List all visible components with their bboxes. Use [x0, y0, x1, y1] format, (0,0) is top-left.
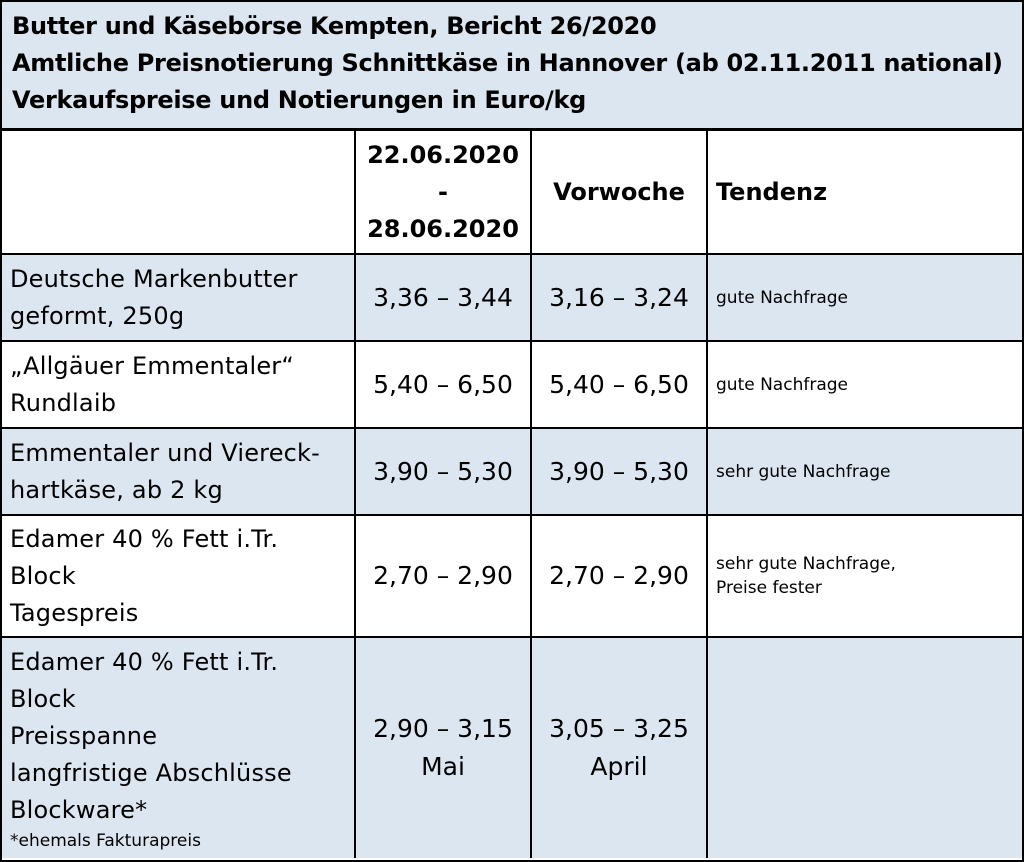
previous-price-range: 3,05 – 3,25	[549, 714, 689, 743]
table-row	[2, 428, 1022, 515]
product-line: Preisspanne	[10, 721, 158, 750]
product-cell	[2, 428, 355, 515]
price-table	[2, 131, 1022, 858]
product-line: Edamer 40 % Fett i.Tr.	[10, 524, 279, 553]
current-price-cell: 2,70 – 2,90	[355, 515, 531, 637]
current-price-cell: 3,90 – 5,30	[355, 428, 531, 515]
product-line: Blockware*	[10, 795, 148, 824]
previous-price-month: April	[590, 752, 648, 781]
product-line: Deutsche Markenbutter	[10, 264, 298, 293]
table-row	[2, 254, 1022, 341]
trend-cell	[707, 515, 1022, 637]
trend-cell	[707, 637, 1022, 858]
current-week-end-date: 28.06.2020	[367, 214, 519, 243]
product-line: langfristige Abschlüsse	[10, 758, 292, 787]
report-subtitle: Amtliche Preisnotierung Schnittkäse in Hannover (ab 02.11.2011 national)	[12, 49, 1003, 77]
column-header-previous-week: Vorwoche	[531, 131, 707, 254]
product-cell	[2, 254, 355, 341]
previous-price-cell: 3,90 – 5,30	[531, 428, 707, 515]
product-cell	[2, 637, 355, 858]
product-line: Edamer 40 % Fett i.Tr.	[10, 647, 279, 676]
table-row	[2, 515, 1022, 637]
product-line: Emmentaler und Viereck-	[10, 438, 321, 467]
table-header-row	[2, 131, 1022, 254]
product-line: „Allgäuer Emmentaler“	[10, 351, 294, 380]
product-line: Block	[10, 684, 76, 713]
current-price-cell: 3,36 – 3,44	[355, 254, 531, 341]
report-header	[2, 2, 1022, 131]
previous-price-cell: 2,70 – 2,90	[531, 515, 707, 637]
trend-cell	[707, 428, 1022, 515]
trend-line: gute Nachfrage	[716, 374, 848, 395]
table-row	[2, 637, 1022, 858]
column-header-trend: Tendenz	[707, 131, 1022, 254]
trend-line: sehr gute Nachfrage	[716, 461, 891, 482]
column-header-current-week	[355, 131, 531, 254]
previous-price-cell	[531, 637, 707, 858]
current-price-cell	[355, 637, 531, 858]
current-price-month: Mai	[421, 752, 465, 781]
previous-price-cell: 3,16 – 3,24	[531, 254, 707, 341]
product-line: hartkäse, ab 2 kg	[10, 475, 223, 504]
product-line: Block	[10, 561, 76, 590]
product-line: Rundlaib	[10, 388, 117, 417]
product-line: Tagespreis	[10, 598, 139, 627]
report-title: Butter und Käsebörse Kempten, Bericht 26/2020	[12, 12, 657, 40]
product-cell	[2, 515, 355, 637]
product-cell	[2, 341, 355, 428]
trend-line: gute Nachfrage	[716, 287, 848, 308]
previous-price-cell: 5,40 – 6,50	[531, 341, 707, 428]
table-row	[2, 341, 1022, 428]
trend-line: sehr gute Nachfrage,	[716, 554, 896, 574]
current-week-separator: -	[438, 177, 448, 206]
product-footnote: *ehemals Fakturapreis	[10, 830, 201, 851]
trend-cell	[707, 341, 1022, 428]
current-week-start-date: 22.06.2020	[367, 140, 519, 169]
trend-line: Preise fester	[716, 578, 822, 598]
current-price-cell: 5,40 – 6,50	[355, 341, 531, 428]
trend-cell	[707, 254, 1022, 341]
product-line: geformt, 250g	[10, 301, 185, 330]
current-price-range: 2,90 – 3,15	[373, 714, 513, 743]
report-units-note: Verkaufspreise und Notierungen in Euro/kg	[12, 86, 587, 114]
column-header-product	[2, 131, 355, 254]
